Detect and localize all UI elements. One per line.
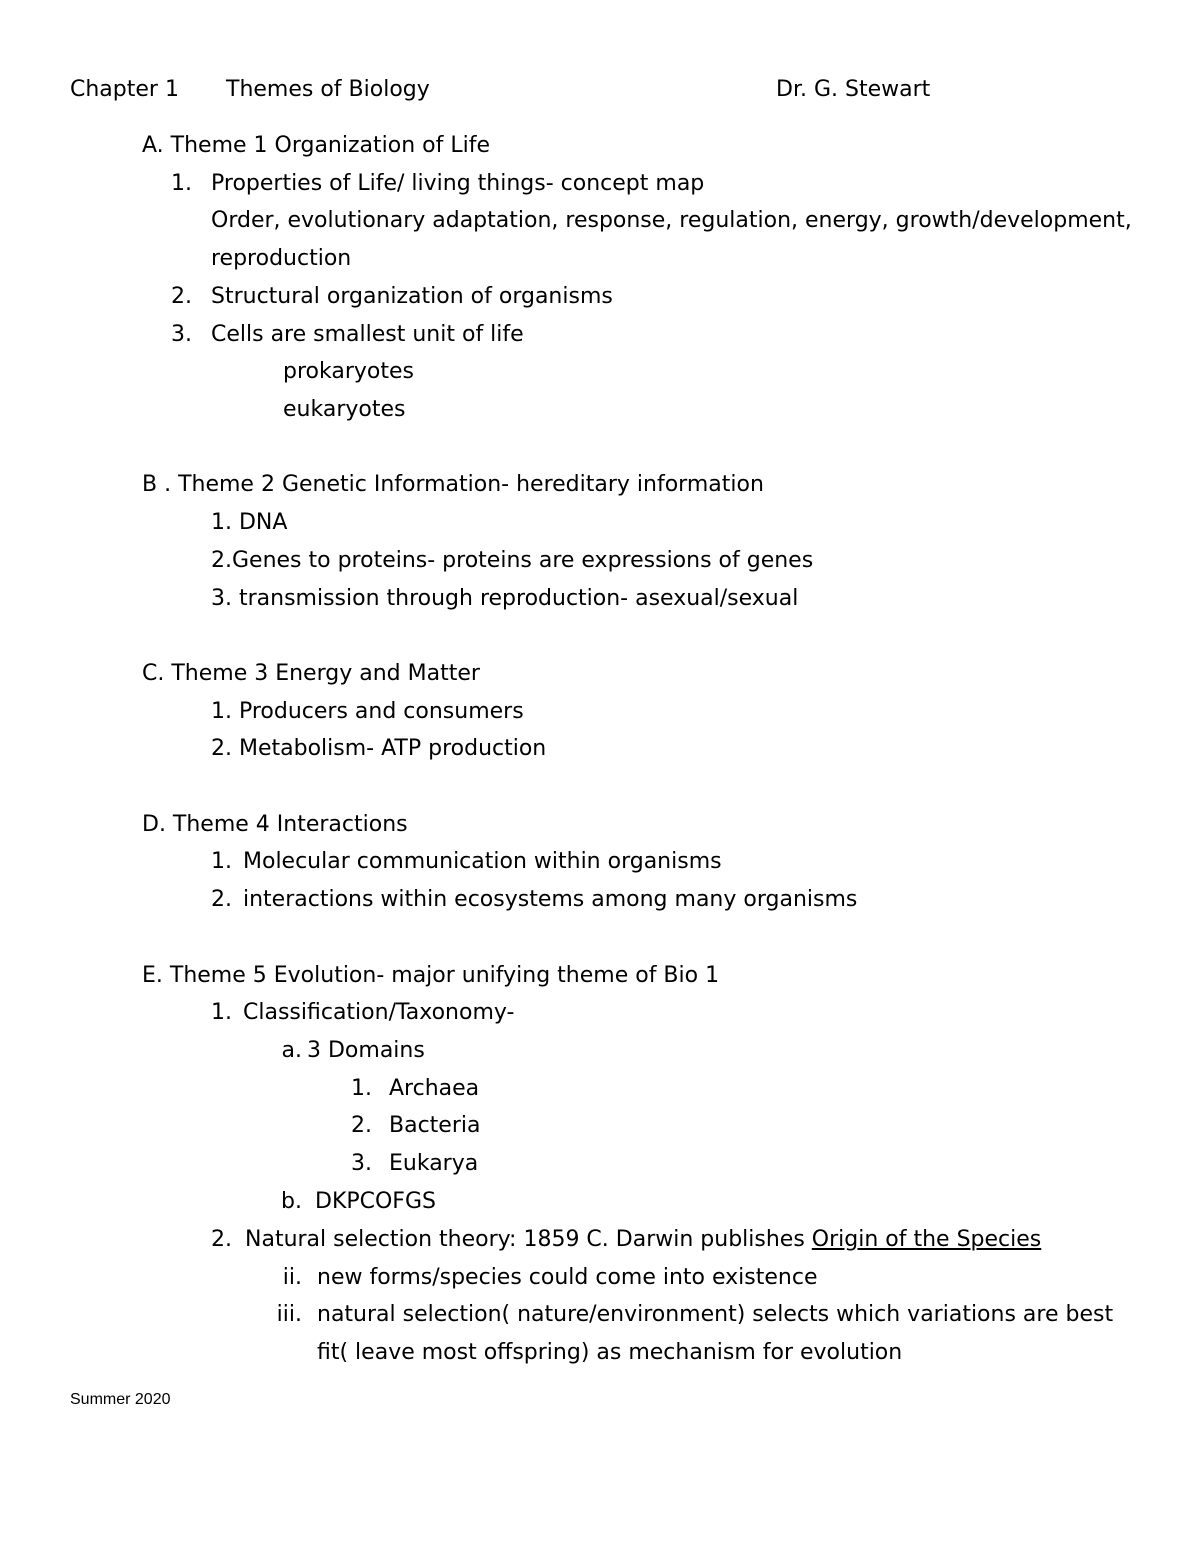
chapter-label: Chapter 1 (70, 77, 179, 102)
list-item: Bacteria (389, 1113, 481, 1138)
list-item: 3 Domains (307, 1038, 425, 1063)
list-number: 1. (211, 849, 232, 874)
list-item: DKPCOFGS (315, 1189, 436, 1214)
list-item: interactions within ecosystems among many organisms (243, 887, 858, 912)
list-item: fit( leave most offspring) as mechanism for evolution (317, 1340, 903, 1365)
list-item: 1. DNA (211, 510, 288, 535)
book-title-underlined: Origin of the Species (811, 1227, 1042, 1252)
section-b-heading: B . Theme 2 Genetic Information- hereditary information (142, 472, 764, 497)
list-item: Classification/Taxonomy- (243, 1000, 515, 1025)
list-item: Order, evolutionary adaptation, response, regulation, energy, growth/development, (211, 208, 1132, 233)
list-item: Structural organization of organisms (211, 284, 613, 309)
list-item: prokaryotes (283, 359, 414, 384)
list-item: natural selection( nature/environment) selects which variations are best (317, 1302, 1114, 1327)
list-item: Eukarya (389, 1151, 479, 1176)
list-number: ii. (282, 1265, 302, 1290)
list-item: eukaryotes (283, 397, 406, 422)
page-title: Themes of Biology (226, 77, 430, 102)
list-number: iii. (276, 1302, 302, 1327)
list-number: 1. (211, 1000, 232, 1025)
list-item: Archaea (389, 1076, 480, 1101)
section-e-heading: E. Theme 5 Evolution- major unifying theme of Bio 1 (142, 963, 720, 988)
section-a-heading: A. Theme 1 Organization of Life (142, 133, 491, 158)
section-c-heading: C. Theme 3 Energy and Matter (142, 661, 480, 686)
list-number: b. (281, 1189, 302, 1214)
list-item: Molecular communication within organisms (243, 849, 722, 874)
list-item: 3. transmission through reproduction- asexual/sexual (211, 586, 799, 611)
list-number: a. (281, 1038, 302, 1063)
list-number: 1. (171, 171, 192, 196)
list-number: 3. (171, 322, 192, 347)
list-number: 1. (351, 1076, 372, 1101)
list-number: 2. (211, 887, 232, 912)
footer-text: Summer 2020 (70, 1391, 171, 1408)
list-number: 2. (211, 1227, 232, 1252)
author-name: Dr. G. Stewart (776, 77, 931, 102)
list-number: 3. (351, 1151, 372, 1176)
list-item: new forms/species could come into existence (317, 1265, 818, 1290)
list-number: 2. (171, 284, 192, 309)
list-item: 2. Metabolism- ATP production (211, 736, 547, 761)
list-item: Cells are smallest unit of life (211, 322, 524, 347)
list-item: reproduction (211, 246, 352, 271)
list-item: Properties of Life/ living things- concept map (211, 171, 705, 196)
list-number: 2. (351, 1113, 372, 1138)
list-item: 2.Genes to proteins- proteins are expressions of genes (211, 548, 814, 573)
list-item (245, 1226, 1041, 1254)
section-d-heading: D. Theme 4 Interactions (142, 812, 408, 837)
list-item-text: Natural selection theory: 1859 C. Darwin publishes (245, 1227, 812, 1252)
list-item: 1. Producers and consumers (211, 699, 524, 724)
